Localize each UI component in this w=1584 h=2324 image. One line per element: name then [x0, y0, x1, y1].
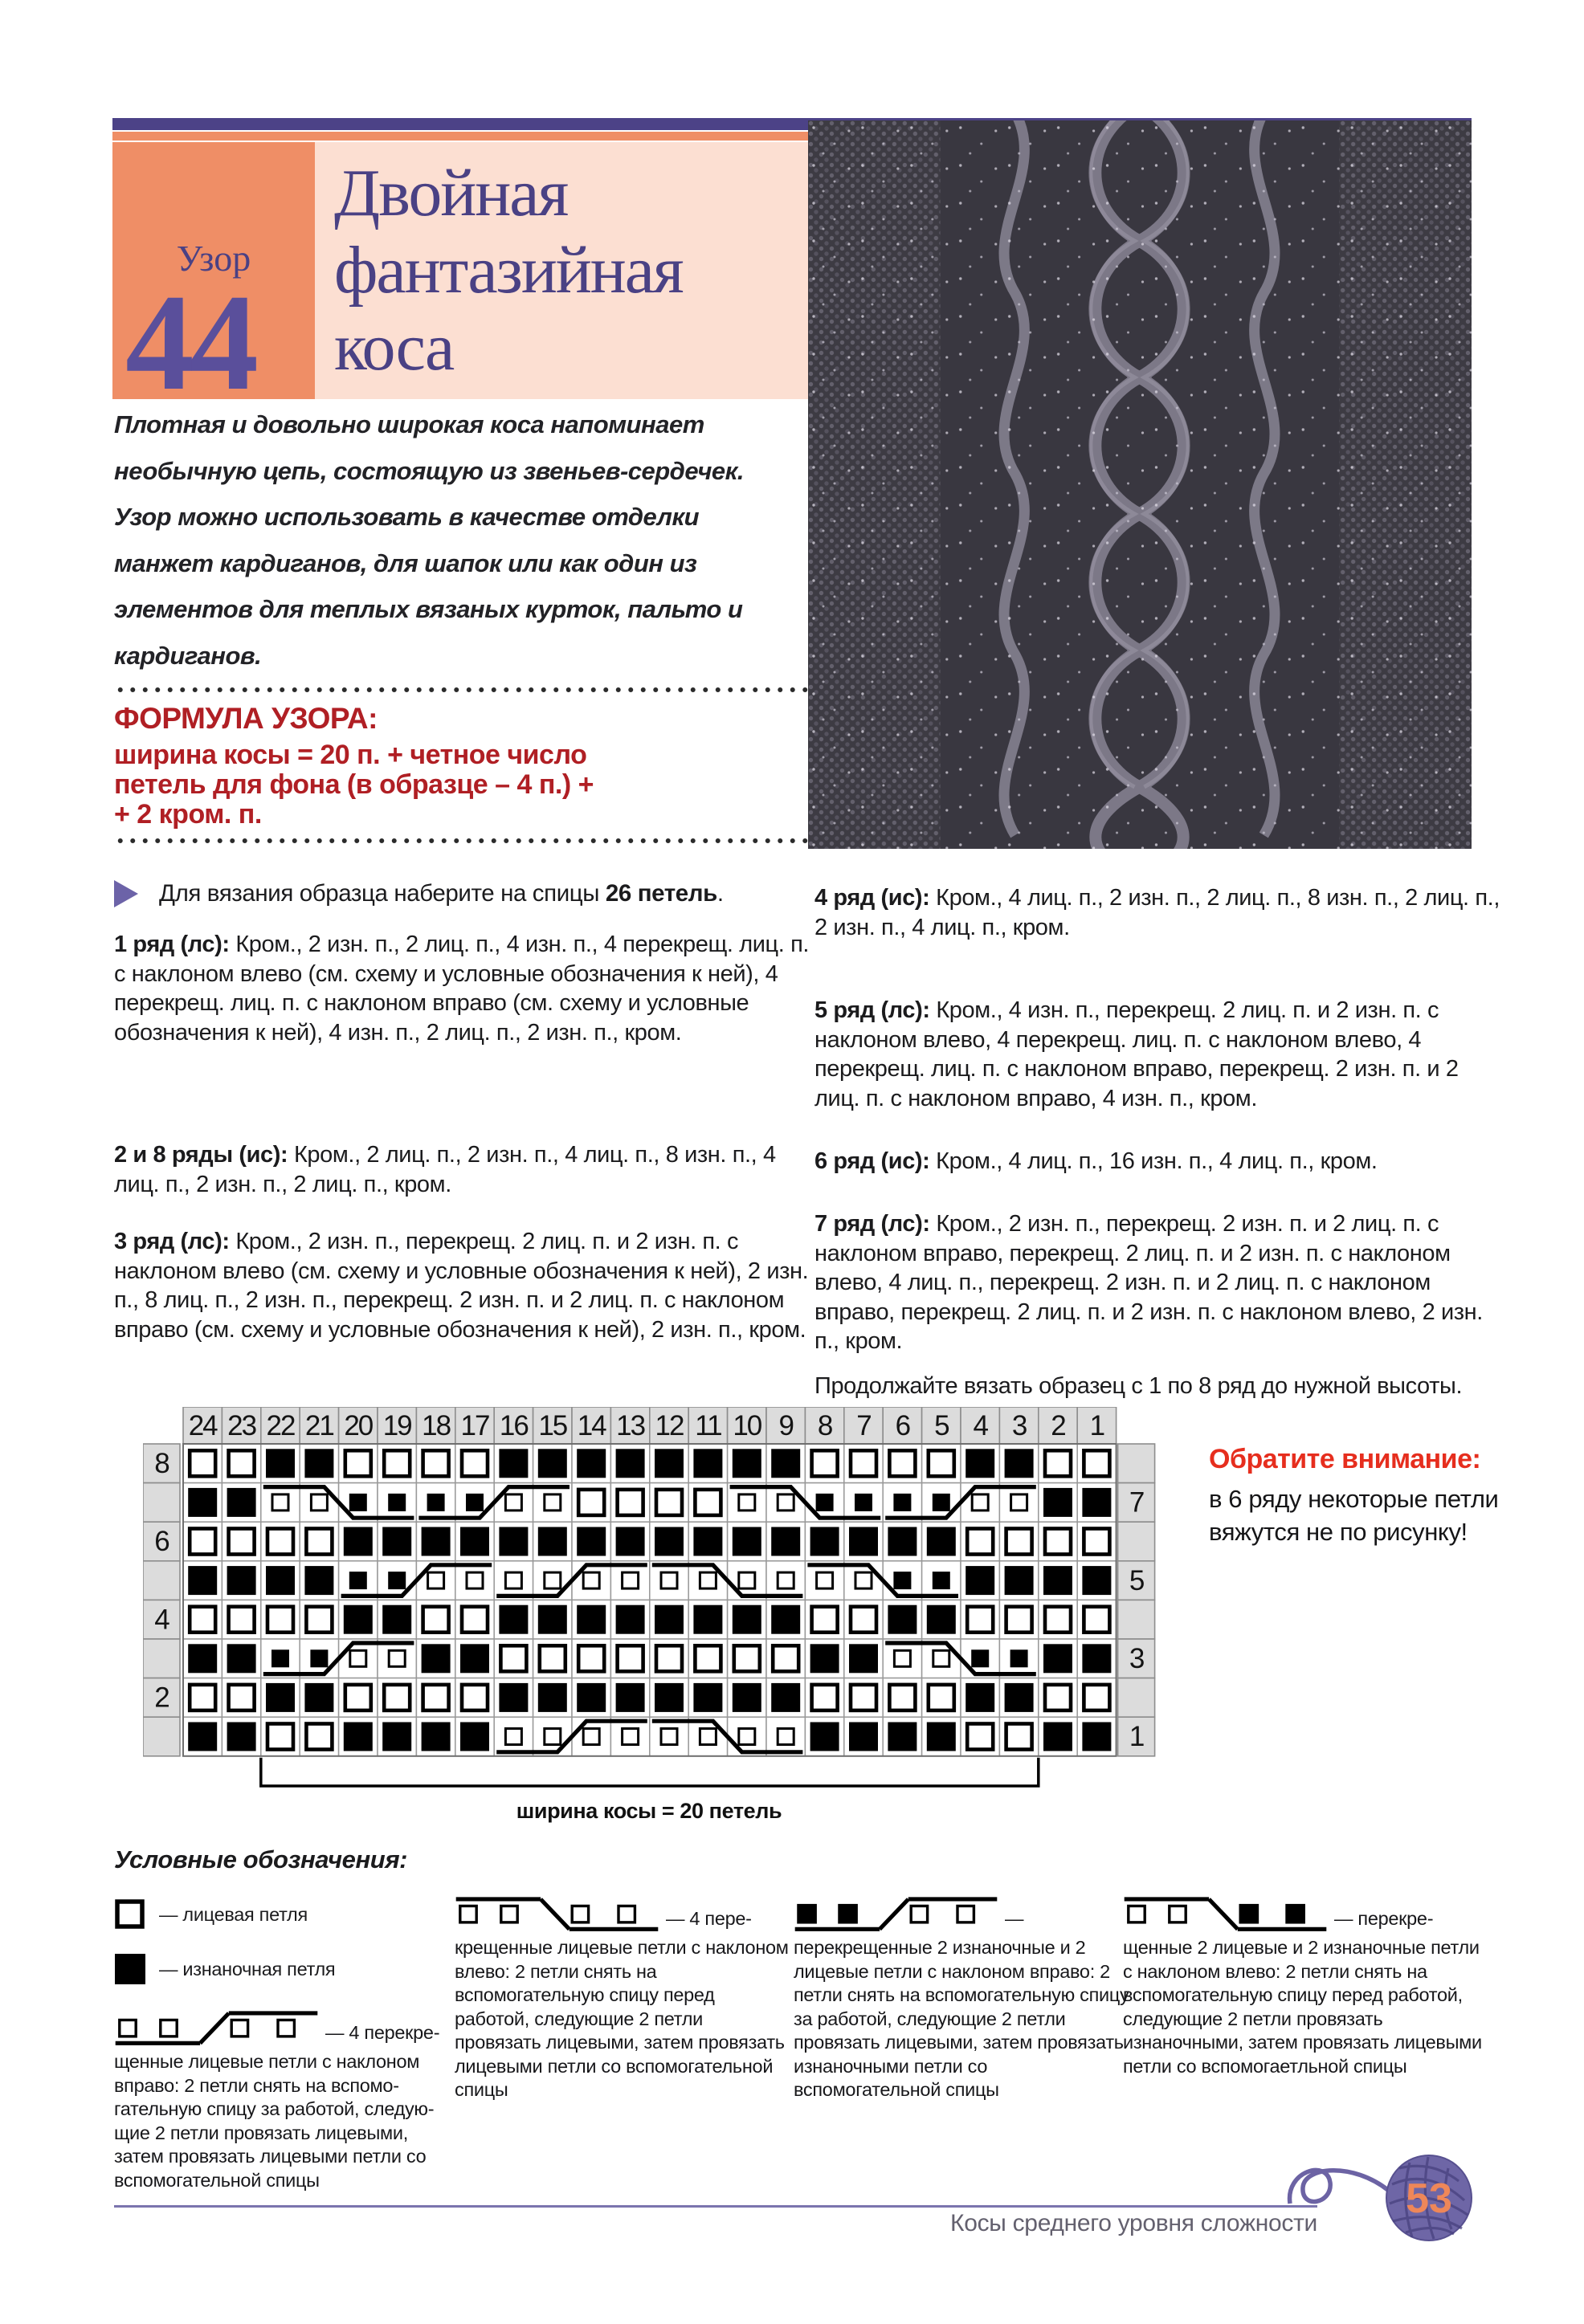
header-salmon-line: [112, 132, 808, 141]
svg-text:1: 1: [1129, 1721, 1144, 1753]
row-text: Кром., 2 лиц. п., 2 изн. п., 4 лиц. п., 8 изн. п., 4 лиц. п., 2 изн. п., 2 лиц. п., кром.: [114, 1142, 776, 1197]
dotted-rule-top: [114, 686, 808, 694]
instruction-row-6: [814, 1147, 1507, 1176]
pattern-number-box: [112, 142, 315, 419]
formula-line: ширина косы = 20 п. + четное число: [114, 740, 587, 770]
legend-column-2: [455, 1894, 792, 2102]
svg-text:19: 19: [382, 1410, 411, 1441]
cable-purl-knit-right-icon: [794, 1894, 998, 1936]
row-label: 2 и 8 ряды (ис):: [114, 1142, 288, 1168]
row-label: 5 ряд (лс):: [814, 997, 930, 1023]
legend-item-knit: [114, 1898, 455, 1931]
title-line-2: фантазийная: [334, 233, 683, 308]
dotted-rule-bottom: [114, 837, 808, 845]
instruction-row-5: [814, 996, 1507, 1113]
footer-section-label: Косы среднего уровня сложности: [950, 2210, 1317, 2236]
svg-text:5: 5: [1129, 1564, 1144, 1596]
formula-line: петель для фона (в образце – 4 п.) +: [114, 769, 594, 800]
row-text: Кром., 4 изн. п., перекрещ. 2 лиц. п. и 2 изн. п. с наклоном влево, 4 перекрещ. лиц. п. с наклоном влево, 4 перекрещ. лиц. п. с наклоном вправо, перекрещ. 2 изн. п. и 2 лиц. п. с наклоном вправо, 4 изн. п., кром.: [814, 997, 1459, 1111]
yarn-ball-icon: [1279, 2126, 1504, 2311]
svg-text:13: 13: [616, 1410, 645, 1441]
legend-text: — перекрещенные 2 лицевые и 2 изнаночные петли с наклоном влево: 2 петли снять на вспомогательную спицу перед работой, следующие 2 петли провязать изнаночными, затем провязать лицевыми петли со вспомогаетльной спицы: [1123, 1908, 1482, 2077]
svg-text:8: 8: [154, 1448, 169, 1479]
formula-text: [114, 740, 594, 830]
intro-line: Узор можно использовать в качестве отделки: [114, 503, 700, 531]
row-label: 6 ряд (ис):: [814, 1148, 930, 1174]
pattern-kicker: Узор: [176, 238, 251, 279]
title-line-1: Двойная: [334, 156, 568, 230]
svg-text:9: 9: [778, 1410, 793, 1441]
svg-text:12: 12: [655, 1410, 684, 1441]
chart-caption: ширина косы = 20 петель: [516, 1799, 782, 1823]
page-title: [315, 142, 808, 386]
legend-text: — лицевая петля: [159, 1903, 308, 1925]
attention-heading: Обратите внимание:: [1209, 1444, 1481, 1474]
cast-on-note: Для вязания образца наберите на спицы 26 петель.: [114, 880, 818, 907]
legend-item-cable-purl-knit-right: [794, 1894, 1129, 2102]
svg-text:15: 15: [538, 1410, 567, 1441]
title-line-3: коса: [334, 310, 454, 385]
row-label: 4 ряд (ис):: [814, 885, 930, 911]
row-label: 3 ряд (лс):: [114, 1229, 230, 1254]
legend-column-3: [794, 1894, 1129, 2102]
formula-line: + 2 кром. п.: [114, 799, 262, 830]
cable-knit-purl-left-icon: [1123, 1894, 1328, 1936]
formula-heading: ФОРМУЛА УЗОРА:: [114, 702, 378, 735]
svg-text:2: 2: [154, 1682, 169, 1714]
purl-square-icon: [114, 1953, 146, 1985]
legend-item-cable-knit-left: [455, 1894, 792, 2102]
row-text: Кром., 4 лиц. п., 2 изн. п., 2 лиц. п., 8 изн. п., 2 лиц. п., 2 изн. п., 4 лиц. п., кром.: [814, 885, 1500, 940]
row-text: Кром., 4 лиц. п., 16 изн. п., 4 лиц. п., кром.: [929, 1148, 1378, 1174]
footer-rule: [114, 2205, 1317, 2208]
intro-line: манжет кардиганов, для шапок или как один из: [114, 548, 697, 577]
svg-text:2: 2: [1051, 1410, 1065, 1441]
legend-text: — 4 перекрещенные лицевые петли с наклоном вправо: 2 петли снять на вспомогательную спицу за работой, следующие 2 петли провязать лицевыми, затем провязать лицевыми петли со вспомогательной спицы: [114, 2022, 440, 2191]
svg-text:8: 8: [817, 1410, 832, 1441]
attention-note: в 6 ряду некоторые петли вяжутся не по рисунку!: [1209, 1485, 1499, 1546]
legend-column-4: [1123, 1894, 1483, 2078]
intro-line: элементов для теплых вязаных курток, пальто и: [114, 595, 743, 623]
legend-heading: Условные обозначения:: [114, 1845, 408, 1873]
pattern-number: 44: [125, 267, 254, 419]
intro-line: кардиганов.: [114, 641, 262, 670]
continue-note: Продолжайте вязать образец с 1 по 8 ряд до нужной высоты.: [814, 1373, 1463, 1399]
page-number: 53: [1406, 2175, 1452, 2222]
svg-text:11: 11: [695, 1410, 721, 1441]
svg-text:10: 10: [733, 1410, 761, 1441]
svg-text:7: 7: [856, 1410, 871, 1441]
instruction-row-1: [114, 930, 818, 1047]
legend-text: — изнаночная петля: [159, 1958, 336, 1979]
svg-text:20: 20: [344, 1410, 373, 1441]
knitted-swatch-photo: [808, 120, 1472, 849]
svg-text:22: 22: [266, 1410, 295, 1441]
svg-text:1: 1: [1089, 1410, 1104, 1441]
svg-text:4: 4: [973, 1410, 987, 1441]
svg-text:7: 7: [1129, 1486, 1144, 1519]
intro-line: Плотная и довольно широкая коса напоминает: [114, 410, 704, 438]
triangle-bullet-icon: [114, 880, 138, 907]
knitting-chart: [143, 1407, 1157, 1808]
pattern-title-box: [315, 142, 808, 399]
svg-text:18: 18: [422, 1410, 451, 1441]
svg-text:3: 3: [1129, 1643, 1144, 1674]
svg-text:5: 5: [934, 1410, 949, 1441]
row-label: 1 ряд (лс):: [114, 932, 230, 957]
instruction-row-4: [814, 883, 1507, 942]
row-label: 7 ряд (лс):: [814, 1211, 930, 1237]
row-text: Кром., 2 изн. п., 2 лиц. п., 4 изн. п., 4 перекрещ. лиц. п. с наклоном влево (см. схему и условные обозначения к ней), 4 перекрещ. лиц. п. с наклоном вправо (см. схему и условные обозначения к ней), 4 изн. п., 2 лиц. п., 2 изн. п., кром.: [114, 932, 810, 1046]
svg-text:3: 3: [1011, 1410, 1027, 1441]
cast-on-text: Для вязания образца наберите на спицы: [159, 880, 606, 907]
cast-on-count: 26 петель: [605, 880, 717, 907]
legend-column-1: [114, 1894, 455, 2192]
intro-line: необычную цепь, состоящую из звеньев-сердечек.: [114, 456, 744, 485]
svg-text:16: 16: [499, 1410, 528, 1441]
svg-text:6: 6: [895, 1410, 910, 1441]
cable-knit-right-icon: [114, 2008, 319, 2050]
cable-knit-left-icon: [455, 1894, 659, 1936]
svg-text:23: 23: [227, 1410, 256, 1441]
legend-item-cable-knit-right: [114, 2008, 455, 2192]
legend-text: — 4 перекрещенные лицевые петли с наклоном влево: 2 петли снять на вспомогательную спицу перед работой, следующие 2 петли провязать лицевыми, затем провязать лицевыми петли со вспомогательной спицы: [455, 1908, 789, 2100]
legend-item-cable-knit-purl-left: [1123, 1894, 1483, 2078]
svg-text:17: 17: [460, 1410, 489, 1441]
intro-paragraph: [114, 402, 821, 679]
svg-text:21: 21: [304, 1410, 333, 1441]
svg-text:14: 14: [577, 1410, 606, 1441]
svg-text:6: 6: [154, 1526, 169, 1558]
instruction-row-3: [114, 1227, 818, 1344]
svg-text:4: 4: [154, 1604, 169, 1636]
row-text: Кром., 2 изн. п., перекрещ. 2 изн. п. и 2 лиц. п. с наклоном вправо, перекрещ. 2 лиц. п. и 2 изн. п. с наклоном влево, 4 лиц. п., перекрещ. 2 изн. п. и 2 лиц. п. с наклоном вправо, перекрещ. 2 лиц. п. и 2 изн. п. с наклоном влево, 2 изн. п., кром.: [814, 1211, 1483, 1354]
svg-text:24: 24: [188, 1410, 217, 1441]
instruction-row-7: [814, 1209, 1507, 1356]
knit-square-icon: [114, 1898, 146, 1931]
row-text: Кром., 2 изн. п., перекрещ. 2 лиц. п. и 2 изн. п. с наклоном влево (см. схему и условные обозначения к ней), 2 изн. п., 8 лиц. п., 2 изн. п., перекрещ. 2 изн. п. и 2 лиц. п. с наклоном вправо (см. схему и условные обозначения к ней), 2 изн. п., кром.: [114, 1229, 809, 1343]
legend-item-purl: [114, 1953, 455, 1985]
instruction-row-2-8: [114, 1140, 818, 1199]
legend-text: — перекрещенные 2 изнаночные и 2 лицевые петли с наклоном вправо: 2 петли снять на вспомогательную спицу за работой, следующие 2 петли провязать лицевыми, затем провязать изнаночными петли со вспомогательной спицы: [794, 1908, 1129, 2100]
